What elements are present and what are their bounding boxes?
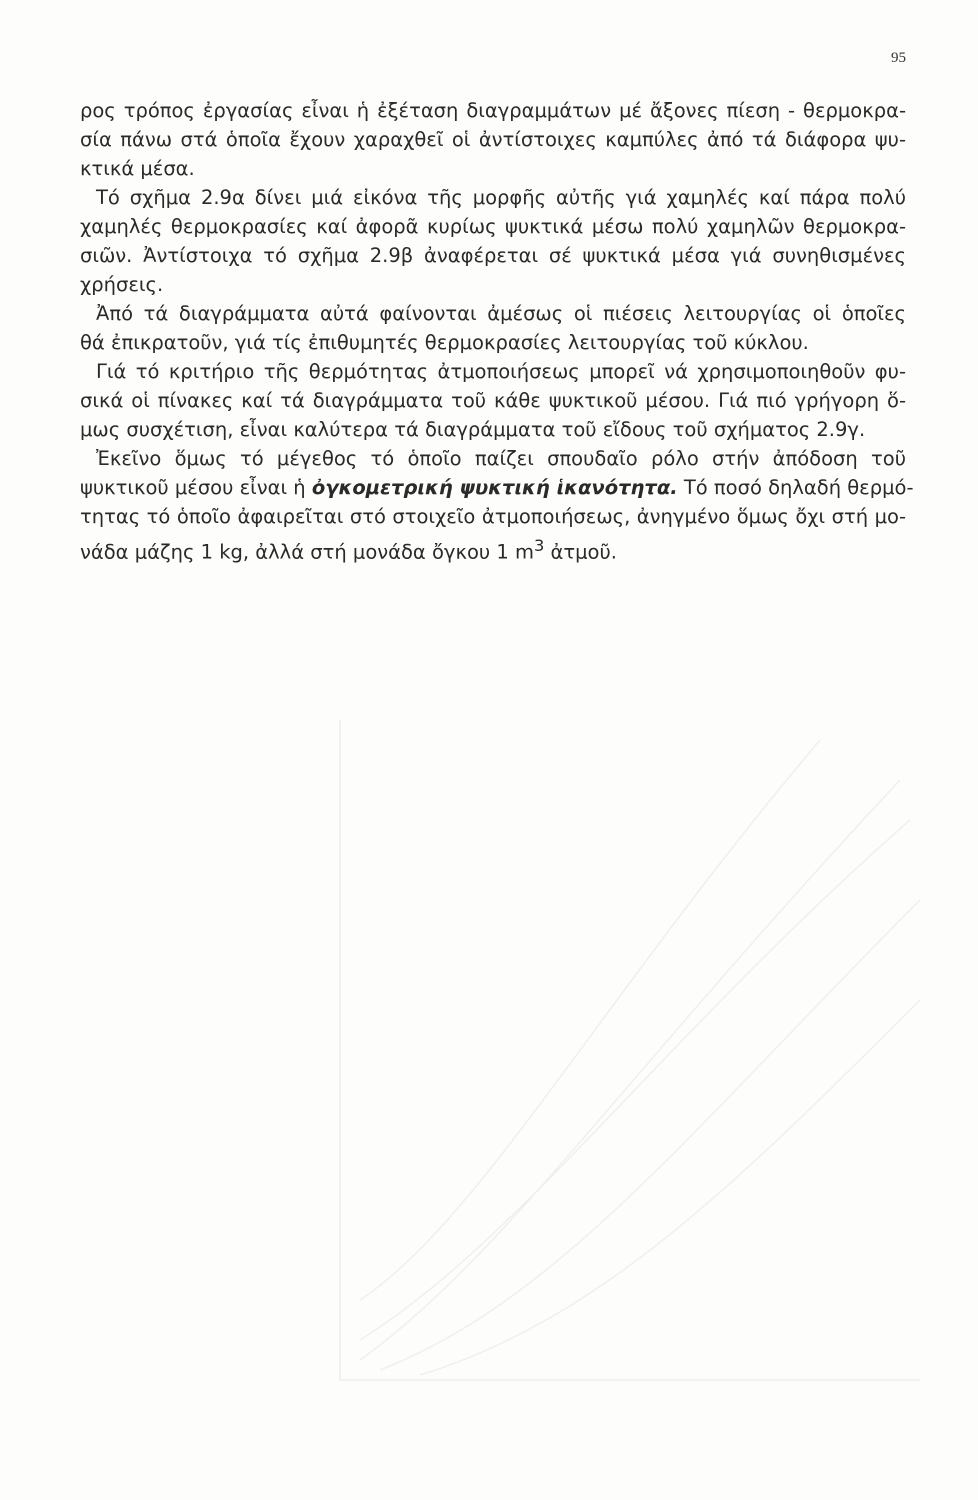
text-line bbox=[80, 473, 914, 502]
text-line: Ἀπό τά διαγράμματα αὐτά φαίνονται ἀμέσως οἱ πιέσεις λειτουργίας οἱ ὁποῖες bbox=[96, 302, 906, 325]
superscript: 3 bbox=[533, 536, 545, 555]
text-line: σιῶν. Ἀντίστοιχα τό σχῆμα 2.9β ἀναφέρεται σέ ψυκτικά μέσα γιά συνηθισμένες bbox=[80, 244, 906, 267]
text-line: θά ἐπικρατοῦν, γιά τίς ἐπιθυμητές θερμοκρασίες λειτουργίας τοῦ κύκλου. bbox=[80, 331, 809, 354]
text-span: νάδα μάζης 1 kg, ἀλλά στή μονάδα ὄγκου 1 m bbox=[80, 540, 534, 564]
text-line: Τό σχῆμα 2.9α δίνει μιά εἰκόνα τῆς μορφῆς αὐτῆς γιά χαμηλές καί πάρα πολύ bbox=[96, 186, 906, 209]
text-line: Ἐκεῖνο ὅμως τό μέγεθος τό ὁποῖο παίζει σπουδαῖο ρόλο στήν ἀπόδοση τοῦ bbox=[96, 447, 906, 470]
text-line: κτικά μέσα. bbox=[80, 157, 195, 180]
text-line: χαμηλές θερμοκρασίες καί ἀφορᾶ κυρίως ψυκτικά μέσω πολύ χαμηλῶν θερμοκρα- bbox=[80, 215, 906, 238]
text-span: Τό ποσό δηλαδή θερμό- bbox=[677, 476, 914, 499]
text-line: σικά οἱ πίνακες καί τά διαγράμματα τοῦ κάθε ψυκτικοῦ μέσου. Γιά πιό γρήγορη ὅ- bbox=[80, 389, 906, 412]
text-line: τητας τό ὁποῖο ἀφαιρεῖται στό στοιχεῖο ἀτμοποιήσεως, ἀνηγμένο ὅμως ὄχι στή μο- bbox=[80, 505, 906, 528]
body-text bbox=[80, 96, 914, 564]
text-line: σία πάνω στά ὁποῖα ἔχουν χαραχθεῖ οἱ ἀντίστοιχες καμπύλες ἀπό τά διάφορα ψυ- bbox=[80, 128, 906, 151]
show-through-diagram bbox=[300, 700, 940, 1420]
text-line bbox=[80, 531, 906, 564]
text-line: χρήσεις. bbox=[80, 273, 164, 296]
text-line: Γιά τό κριτήριο τῆς θερμότητας ἀτμοποιήσεως μπορεῖ νά χρησιμοποιηθοῦν φυ- bbox=[96, 360, 906, 383]
text-line: μως συσχέτιση, εἶναι καλύτερα τά διαγράμματα τοῦ εἴδους τοῦ σχήματος 2.9γ. bbox=[80, 418, 866, 441]
emphasized-term: ὀγκομετρική ψυκτική ἱκανότητα. bbox=[311, 476, 678, 499]
text-span: ἀτμοῦ. bbox=[544, 540, 617, 564]
text-line: ρος τρόπος ἐργασίας εἶναι ἡ ἐξέταση διαγραμμάτων μέ ἄξονες πίεση - θερμοκρα- bbox=[80, 99, 906, 122]
text-span: ψυκτικοῦ μέσου εἶναι ἡ bbox=[80, 476, 312, 499]
page-number: 95 bbox=[891, 50, 906, 66]
